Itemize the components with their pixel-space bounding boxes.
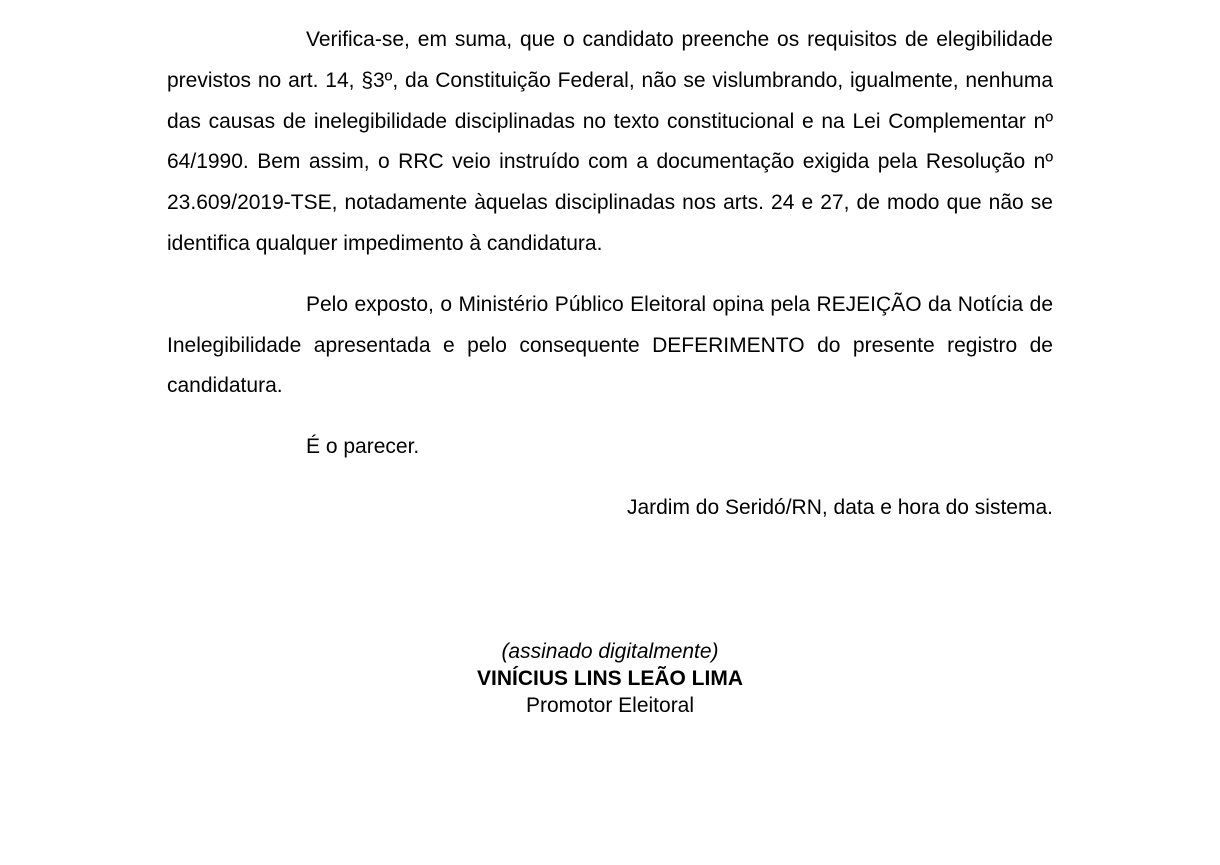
signature-block bbox=[0, 638, 1220, 719]
paragraph-conclusion: Pelo exposto, o Ministério Público Eleitoral opina pela REJEIÇÃO da Notícia de Inelegibilidade apresentada e pelo consequente DEFERIMENTO do presente registro de candidatura. bbox=[167, 292, 1053, 398]
paragraph-eligibility: Verifica-se, em suma, que o candidato preenche os requisitos de elegibilidade previstos no art. 14, §3º, da Constituição Federal, não se vislumbrando, igualmente, nenhuma das causas de inelegibilidade disciplinadas no texto constitucional e na Lei Complementar nº 64/1990. Bem assim, o RRC veio instruído com a documentação exigida pela Resolução nº 23.609/2019-TSE, notadamente àquelas disciplinadas nos arts. 24 e 27, de modo que não se identifica qualquer impedimento à candidatura. bbox=[167, 28, 1053, 255]
closing-statement: É o parecer. bbox=[306, 435, 420, 459]
signatory-name: VINÍCIUS LINS LEÃO LIMA bbox=[476, 667, 743, 690]
place-and-date: Jardim do Seridó/RN, data e hora do sistema. bbox=[626, 495, 1053, 519]
document-body bbox=[167, 20, 1053, 529]
signatory-role: Promotor Eleitoral bbox=[525, 694, 695, 717]
signature-note: (assinado digitalmente) bbox=[501, 640, 719, 663]
